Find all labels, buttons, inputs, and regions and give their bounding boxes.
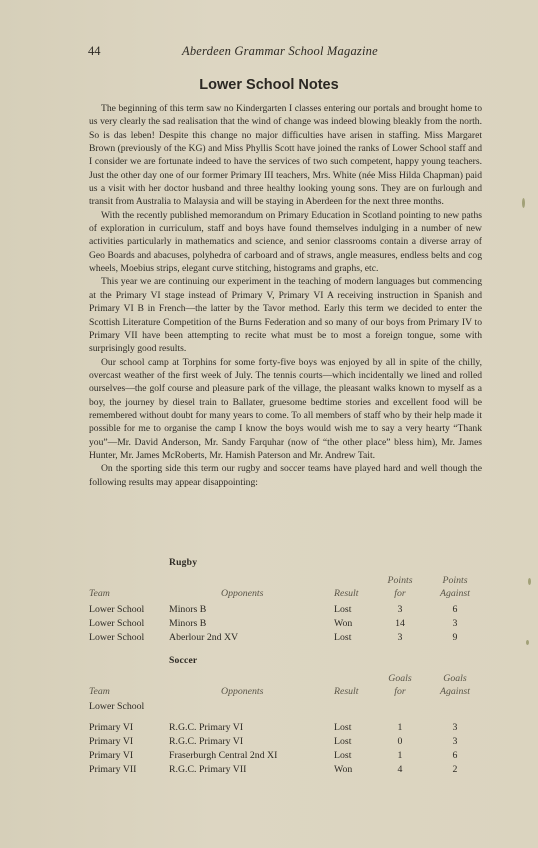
table-row — [0, 722, 538, 735]
soccer-header-row-1 — [0, 673, 538, 686]
column-header: Points — [387, 575, 413, 586]
column-header: Goals — [388, 673, 412, 684]
paragraph: On the sporting side this term our rugby and soccer teams have played hard and well though the following results may appear disappointing: — [89, 463, 482, 488]
team-cell: Lower School — [89, 618, 145, 629]
result-cell: Lost — [334, 750, 352, 761]
column-header: Opponents — [221, 588, 264, 599]
result-cell: Lost — [334, 722, 352, 733]
against-cell: 2 — [452, 764, 458, 775]
section-title: Lower School Notes — [199, 77, 339, 93]
against-cell: 3 — [452, 736, 458, 747]
print-speck — [526, 640, 529, 645]
for-cell: 3 — [397, 604, 403, 615]
rugby-header-row-2 — [0, 588, 538, 601]
column-header: Points — [442, 575, 468, 586]
team-cell: Primary VI — [89, 750, 134, 761]
magazine-title: Aberdeen Grammar School Magazine — [182, 44, 378, 58]
opponents-cell: Fraserburgh Central 2nd XI — [169, 750, 278, 761]
team-cell: Primary VI — [89, 722, 134, 733]
print-speck — [528, 578, 531, 585]
column-header: Team — [89, 686, 110, 697]
for-cell: 3 — [397, 632, 403, 643]
opponents-cell: Minors B — [169, 604, 207, 615]
column-header: Opponents — [221, 686, 264, 697]
result-cell: Lost — [334, 736, 352, 747]
against-cell: 9 — [452, 632, 458, 643]
opponents-cell: Aberlour 2nd XV — [169, 632, 239, 643]
column-header: Result — [334, 588, 359, 599]
for-cell: 14 — [395, 618, 405, 629]
team-group-row — [0, 701, 538, 714]
team-group-label: Lower School — [89, 701, 145, 712]
against-cell: 6 — [452, 750, 458, 761]
column-header: Result — [334, 686, 359, 697]
table-row — [0, 632, 538, 645]
team-cell: Primary VI — [89, 736, 134, 747]
opponents-cell: R.G.C. Primary VII — [169, 764, 247, 775]
column-header: for — [394, 588, 406, 599]
column-header: Team — [89, 588, 110, 599]
table-row — [0, 764, 538, 777]
opponents-cell: R.G.C. Primary VI — [169, 722, 244, 733]
team-cell: Primary VII — [89, 764, 137, 775]
result-cell: Won — [334, 618, 353, 629]
against-cell: 6 — [452, 604, 458, 615]
paragraph: The beginning of this term saw no Kindergarten I classes entering our portals and brought home to us very clearly the sad realisation that the wind of change was indeed blowing bleakly from the north. So is das leben! Despite this change no major difficulties have arisen in staffing. Miss Margaret Brown (previously of the KG) and Miss Phyllis Scott have joined the ranks of Lower School staff and I consider we are fortunate indeed to have the services of two such competent, happy young teachers. Just the other day one of our former Primary III teachers, Mrs. White (née Miss Hilda Chapman) paid us a visit with her doctor husband and three healthy looking young sons. They are on furlough and transit from Australia to Malaysia and will be staying in Aberdeen for the next three months. — [89, 103, 482, 208]
rugby-header-row-1 — [0, 575, 538, 588]
table-row — [0, 604, 538, 617]
against-cell: 3 — [452, 618, 458, 629]
table-row — [0, 750, 538, 763]
opponents-cell: R.G.C. Primary VI — [169, 736, 244, 747]
running-head — [88, 44, 480, 60]
paragraph: Our school camp at Torphins for some forty-five boys was enjoyed by all in spite of the chilly, overcast weather of the first week of July. The tennis courts—which incidentally we lined and rolled ourselves—the golf course and pleasure park of the village, the pleasant walks known to myself as a boy, the journey by diesel train to Ballater, gruesome bedtime stories and excellent food will be remembered without doubt for many years to come. To all members of staff who by their help made it possible for me to organise the camp I know the boys would wish me to say a very hearty “Thank you”—Mr. David Anderson, Mr. Sandy Farquhar (now of “the other place” bless him), Mr. James Hunter, Mr. James McRoberts, Mr. Hamish Paterson and Mr. Andrew Tait. — [89, 356, 482, 461]
for-cell: 1 — [397, 722, 403, 733]
column-header: Goals — [443, 673, 467, 684]
column-header: Against — [440, 588, 470, 599]
column-header: Against — [440, 686, 470, 697]
print-speck — [522, 198, 525, 208]
table-row — [0, 736, 538, 749]
result-cell: Lost — [334, 604, 352, 615]
result-cell: Lost — [334, 632, 352, 643]
paragraph: With the recently published memorandum on Primary Education in Scotland pointing to new paths of exploration in curriculum, staff and boys have found themselves indulging in a number of new activities particularly in mathematics and science, and senior classrooms contain a diverse array of Geo Boards and abacuses, polyhedra of carboard and of straws, angle measures, endless belts and cog wheels, Moebius strips, elegant curve stitching, histograms and graphs, etc. — [89, 209, 482, 275]
article-body — [89, 102, 482, 489]
soccer-heading: Soccer — [169, 655, 198, 666]
team-cell: Lower School — [89, 632, 145, 643]
page-number: 44 — [88, 44, 101, 58]
table-row — [0, 618, 538, 631]
for-cell: 4 — [397, 764, 403, 775]
column-header: for — [394, 686, 406, 697]
against-cell: 3 — [452, 722, 458, 733]
team-cell: Lower School — [89, 604, 145, 615]
for-cell: 1 — [397, 750, 403, 761]
soccer-header-row-2 — [0, 686, 538, 699]
opponents-cell: Minors B — [169, 618, 207, 629]
rugby-heading: Rugby — [169, 557, 198, 568]
paragraph: This year we are continuing our experiment in the teaching of modern languages but commencing at the Primary VI stage instead of Primary V, Primary VI A receiving instruction in Spanish and Primary VI B in French—the latter by the Tavor method. Early this term we decided to enter the Scottish Literature Competition of the Burns Federation and so many of our boys from Primary IV to Primary VII have been attempting to recite what must be to most a foreign tongue, some with surprisingly good results. — [89, 276, 482, 355]
result-cell: Won — [334, 764, 353, 775]
for-cell: 0 — [397, 736, 403, 747]
